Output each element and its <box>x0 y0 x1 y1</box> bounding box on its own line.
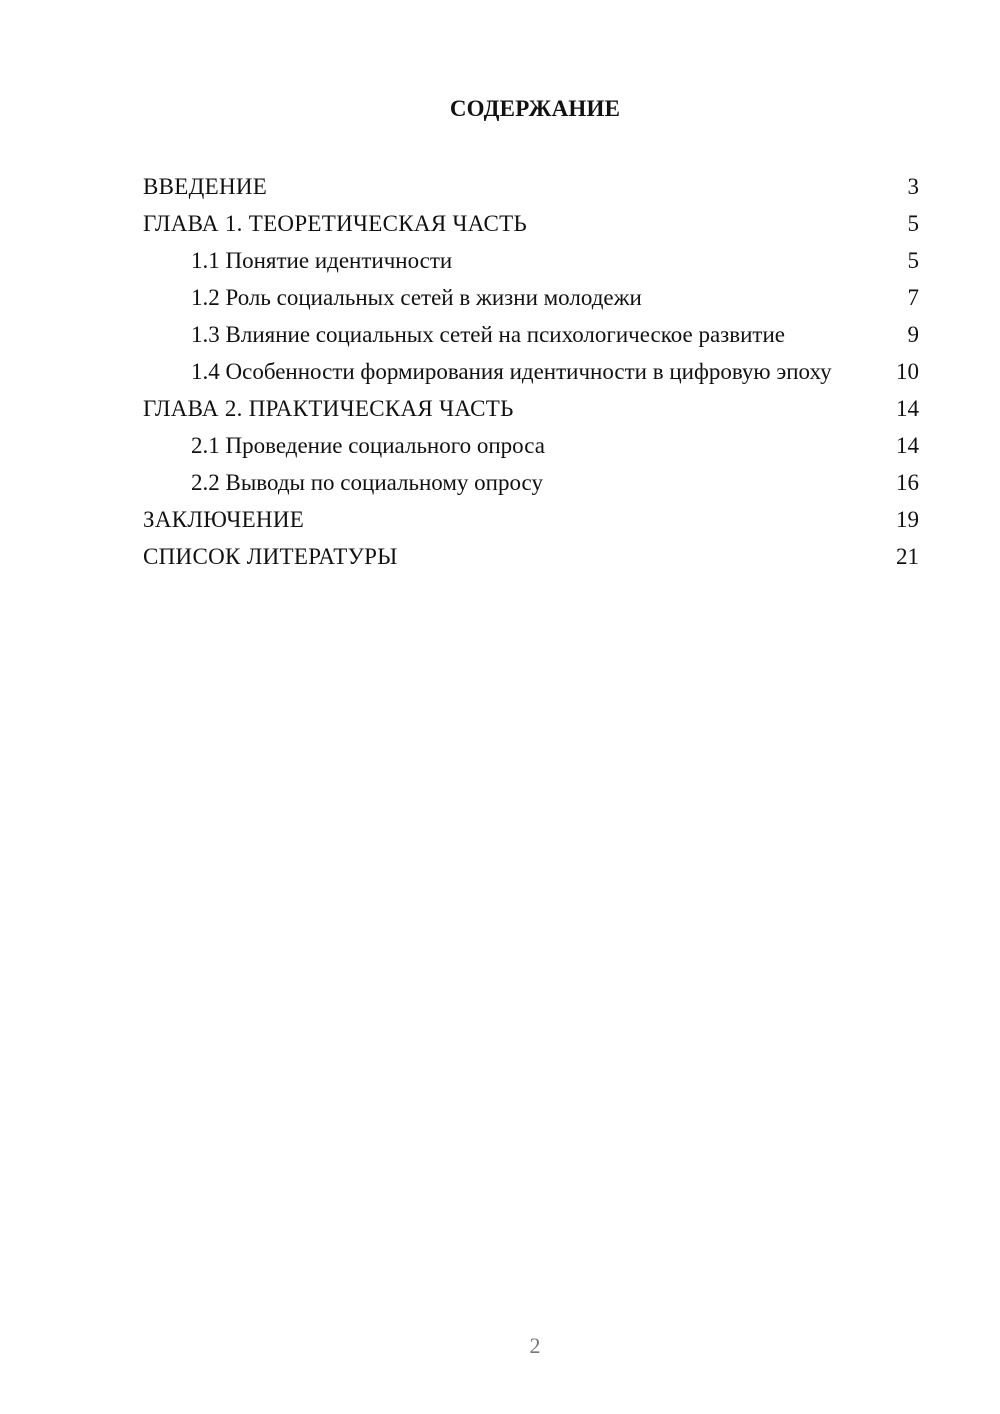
toc-subentry[interactable] <box>143 427 919 464</box>
toc-entry-label: 1.4 Особенности формирования идентичности в цифровую эпоху <box>191 359 832 384</box>
toc-entry-page: 9 <box>907 322 919 347</box>
toc-entry-label: ГЛАВА 2. ПРАКТИЧЕСКАЯ ЧАСТЬ <box>143 396 514 421</box>
toc-heading: СОДЕРЖАНИЕ <box>449 96 621 121</box>
toc-entry-label: 2.2 Выводы по социальному опросу <box>191 470 543 495</box>
table-of-contents <box>143 168 919 575</box>
toc-entry[interactable] <box>143 205 919 242</box>
toc-entry-label: ВВЕДЕНИЕ <box>143 174 268 199</box>
toc-entry-label: 1.3 Влияние социальных сетей на психологическое развитие <box>191 322 785 347</box>
toc-entry-label: ГЛАВА 1. ТЕОРЕТИЧЕСКАЯ ЧАСТЬ <box>143 211 528 236</box>
toc-entry-label: СПИСОК ЛИТЕРАТУРЫ <box>143 544 398 569</box>
toc-entry-label: 1.1 Понятие идентичности <box>191 248 453 273</box>
toc-entry-page: 14 <box>896 396 919 421</box>
toc-entry[interactable] <box>143 390 919 427</box>
toc-entry-page: 5 <box>907 248 919 273</box>
toc-entry-page: 3 <box>907 174 919 199</box>
page-number: 2 <box>529 1333 541 1358</box>
toc-entry-page: 10 <box>896 359 919 384</box>
toc-entry-page: 5 <box>907 211 919 236</box>
toc-entry-page: 19 <box>896 507 919 532</box>
toc-subentry[interactable] <box>143 353 919 390</box>
toc-entry[interactable] <box>143 168 919 205</box>
toc-entry-label: 2.1 Проведение социального опроса <box>191 433 545 458</box>
toc-subentry[interactable] <box>143 279 919 316</box>
toc-subentry[interactable] <box>143 316 919 353</box>
toc-entry-page: 7 <box>907 285 919 310</box>
toc-entry[interactable] <box>143 538 919 575</box>
toc-subentry[interactable] <box>143 464 919 501</box>
toc-entry-page: 21 <box>896 544 919 569</box>
toc-entry-page: 16 <box>896 470 919 495</box>
toc-subentry[interactable] <box>143 242 919 279</box>
toc-entry[interactable] <box>143 501 919 538</box>
toc-entry-label: ЗАКЛЮЧЕНИЕ <box>143 507 305 532</box>
toc-entry-label: 1.2 Роль социальных сетей в жизни молодежи <box>191 285 642 310</box>
toc-entry-page: 14 <box>896 433 919 458</box>
